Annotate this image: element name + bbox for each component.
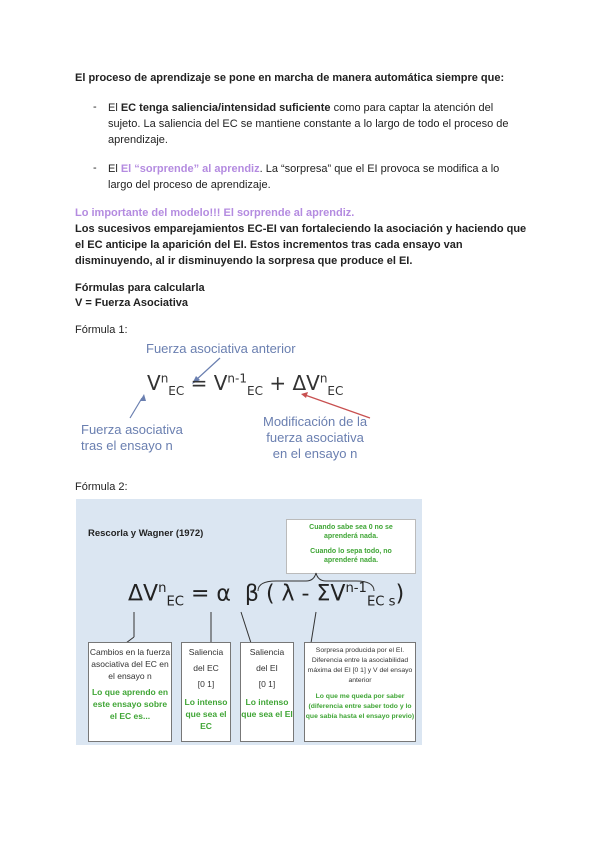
formula2-panel bbox=[76, 499, 422, 745]
v-definition: V = Fuerza Asociativa bbox=[75, 297, 189, 309]
paragraph-line: el EC anticipe la aparición del EI. Estos incrementos tras cada ensayo van bbox=[75, 239, 463, 251]
bullet-rest: como para captar la atención del bbox=[330, 102, 494, 114]
box-green-line: que sea el bbox=[185, 709, 227, 719]
formula1-top-label: Fuerza asociativa anterior bbox=[146, 341, 296, 356]
bullet-1 bbox=[108, 100, 528, 148]
box-line: [0 1] bbox=[258, 679, 276, 689]
note-line: aprenderá nada. bbox=[323, 533, 379, 540]
box-sorpresa bbox=[304, 642, 416, 742]
formula2-connectors bbox=[76, 607, 422, 647]
box-green-line: Lo intenso bbox=[184, 697, 228, 707]
bullet-2 bbox=[108, 161, 528, 193]
formula2-title: Rescorla y Wagner (1972) bbox=[88, 528, 204, 539]
bullet-bold: EC tenga saliencia/intensidad suficiente bbox=[120, 102, 331, 114]
box-green-line: el EC es... bbox=[109, 711, 151, 721]
box-saliencia-ei bbox=[240, 642, 294, 742]
box-green-line: Lo que me queda por saber bbox=[315, 693, 405, 700]
label-line: Fuerza asociativa bbox=[81, 422, 183, 437]
box-line: asociativa del EC en bbox=[91, 659, 169, 669]
box-green-line: este ensayo sobre bbox=[92, 699, 168, 709]
bullet-rest: . La “sorpresa” que el EI provoca se modifica a lo bbox=[259, 163, 500, 175]
bold-paragraph bbox=[75, 221, 545, 269]
box-line: máxima del EI [0 1] y V del ensayo bbox=[307, 667, 413, 674]
bullet-line: sujeto. La saliencia del EC se mantiene constante a lo largo de todo el proceso de bbox=[108, 118, 509, 130]
paragraph-line: Los sucesivos emparejamientos EC-EI van fortaleciendo la asociación y haciendo que bbox=[75, 223, 527, 235]
formula2-label: Fórmula 2: bbox=[75, 481, 128, 493]
box-line: del EC bbox=[193, 663, 219, 673]
box-line: Sorpresa producida por el EI. bbox=[315, 647, 405, 654]
box-line: Saliencia bbox=[188, 647, 224, 657]
box-line: el ensayo n bbox=[108, 671, 152, 681]
formula1-left-label bbox=[81, 422, 183, 454]
formulas-title: Fórmulas para calcularla bbox=[75, 282, 205, 294]
important-note: Lo importante del modelo!!! El sorprende al aprendiz. bbox=[75, 207, 355, 219]
bullet-dash: - bbox=[93, 101, 97, 113]
note-line: aprenderé nada. bbox=[323, 557, 379, 564]
box-line: anterior bbox=[348, 677, 372, 684]
note-line: Cuando sabe sea 0 no se bbox=[309, 524, 393, 531]
formula1-label: Fórmula 1: bbox=[75, 324, 128, 336]
note-line: Cuando lo sepa todo, no bbox=[310, 548, 392, 555]
box-line: [0 1] bbox=[197, 679, 215, 689]
bullet-dash: - bbox=[93, 162, 97, 174]
formula2-note bbox=[286, 519, 416, 574]
intro-heading: El proceso de aprendizaje se pone en marcha de manera automática siempre que: bbox=[75, 72, 505, 84]
paragraph-line: disminuyendo, al ir disminuyendo la sorpresa que produce el EI. bbox=[75, 255, 413, 267]
box-green-line: Lo intenso bbox=[245, 697, 289, 707]
bullet-prefix: El bbox=[108, 163, 121, 175]
box-saliencia-ec bbox=[181, 642, 231, 742]
label-line: tras el ensayo n bbox=[81, 438, 173, 453]
label-line: fuerza asociativa bbox=[266, 430, 364, 445]
box-cambios bbox=[88, 642, 172, 742]
bullet-prefix: El bbox=[108, 102, 121, 114]
box-green-line: que sabía hasta el ensayo previo) bbox=[305, 713, 415, 720]
box-green-line: EC bbox=[200, 721, 212, 731]
bullet-line: aprendizaje. bbox=[108, 134, 168, 146]
box-green-line: Lo que aprendo en bbox=[91, 687, 169, 697]
formula1-equation: $V^n_{EC} = V^{n-1}_{EC} + \Delta V^n_{EC}$ bbox=[147, 371, 344, 398]
box-green-line: que sea el EI bbox=[241, 709, 293, 719]
box-line: Diferencia entre la asociabilidad bbox=[311, 657, 409, 664]
box-line: del EI bbox=[256, 663, 278, 673]
box-line: Cambios en la fuerza bbox=[89, 647, 171, 657]
bullet-line: largo del proceso de aprendizaje. bbox=[108, 179, 271, 191]
label-line: Modificación de la bbox=[263, 414, 368, 429]
box-green-line: (diferencia entre saber todo y lo bbox=[308, 703, 412, 710]
label-line: en el ensayo n bbox=[272, 446, 358, 461]
formula2-equation: $\Delta V^n_{EC} = \alpha$ β ( λ - $\Sigma V^{n-1}_{EC s}$) bbox=[128, 581, 405, 610]
box-line: Saliencia bbox=[249, 647, 285, 657]
formula1-right-label bbox=[263, 414, 367, 462]
bullet-highlight: El “sorprende” al aprendiz bbox=[120, 163, 260, 175]
